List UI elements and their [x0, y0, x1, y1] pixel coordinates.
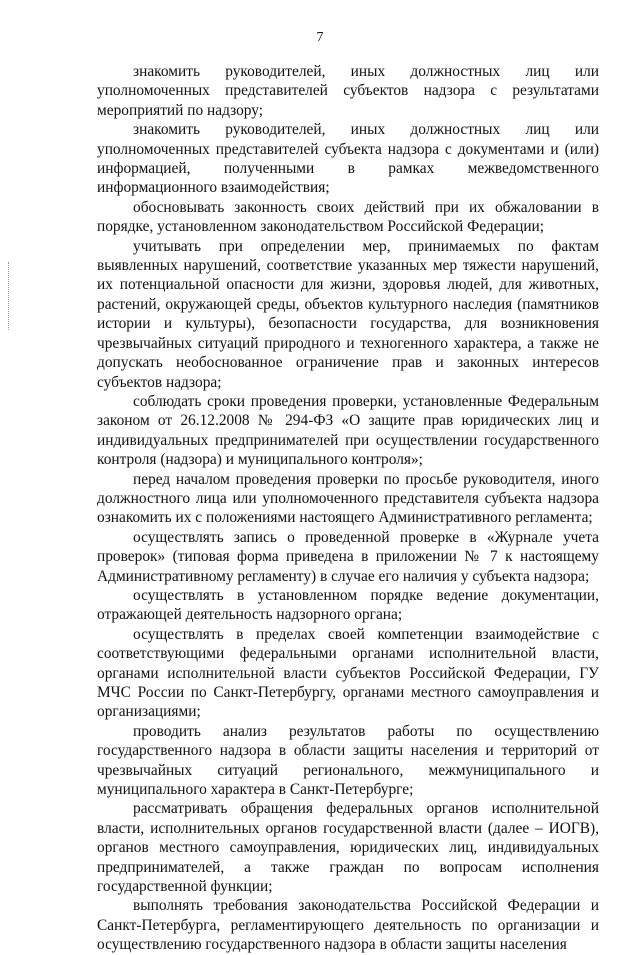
page-number: 7: [316, 30, 324, 45]
paragraph: знакомить руководителей, иных должностных лиц или уполномоченных представителей субъекта надзора с документами и (или) информацией, полученными в рамках межведомственного информационного взаимодействия;: [97, 121, 599, 197]
paragraph: знакомить руководителей, иных должностных лиц или уполномоченных представителей субъектов надзора с результатами мероприятий по надзору;: [97, 63, 599, 119]
document-body: [97, 62, 599, 955]
paragraph: проводить анализ результатов работы по осуществлению государственного надзора в области защиты населения и территорий от чрезвычайных ситуаций регионального, межмуниципального и муниципального характера в Санкт-Петербурге;: [97, 722, 599, 799]
paragraph: учитывать при определении мер, принимаемых по фактам выявленных нарушений, соответствие указанных мер тяжести нарушений, их потенциальной опасности для жизни, здоровья людей, для животных, растений, окружающей среды, объектов культурного наследия (памятников истории и культуры), безопасности государства, для возникновения чрезвычайных ситуаций природного и техногенного характера, а также не допускать необоснованное ограничение прав и законных интересов субъектов надзора;: [97, 237, 599, 391]
margin-mark: [8, 262, 10, 330]
paragraph: осуществлять в пределах своей компетенции взаимодействие с соответствующими федеральными органами исполнительной власти, органами исполнительной власти субъектов Российской Федерации, ГУ МЧС России по Санкт-Петербургу, органами местного самоуправления и организациями;: [97, 625, 599, 721]
paragraph: выполнять требования законодательства Российской Федерации и Санкт-Петербурга, регламентирующего деятельность по организации и осуществлению государственного надзора в области защиты населения: [97, 897, 599, 954]
paragraph: осуществлять в установленном порядке ведение документации, отражающей деятельность надзорного органа;: [97, 586, 599, 624]
paragraph: перед началом проведения проверки по просьбе руководителя, иного должностного лица или уполномоченного представителя субъекта надзора ознакомить их с положениями настоящего Административного регламента;: [97, 470, 599, 527]
paragraph: обосновывать законность своих действий при их обжаловании в порядке, установленном законодательством Российской Федерации;: [97, 198, 599, 236]
paragraph: осуществлять запись о проведенной проверке в «Журнале учета проверок» (типовая форма приведена в приложении № 7 к настоящему Административному регламенту) в случае его наличия у субъекта надзора;: [97, 528, 599, 585]
paragraph: рассматривать обращения федеральных органов исполнительной власти, исполнительных органов государственной власти (далее – ИОГВ), органов местного самоуправления, юридических лиц, индивидуальных предпринимателей, а также граждан по вопросам исполнения государственной функции;: [97, 800, 599, 896]
paragraph: соблюдать сроки проведения проверки, установленные Федеральным законом от 26.12.2008 № 294-ФЗ «О защите прав юридических лиц и индивидуальных предпринимателей при осуществлении государственного контроля (надзора) и муниципального контроля»;: [97, 392, 599, 469]
